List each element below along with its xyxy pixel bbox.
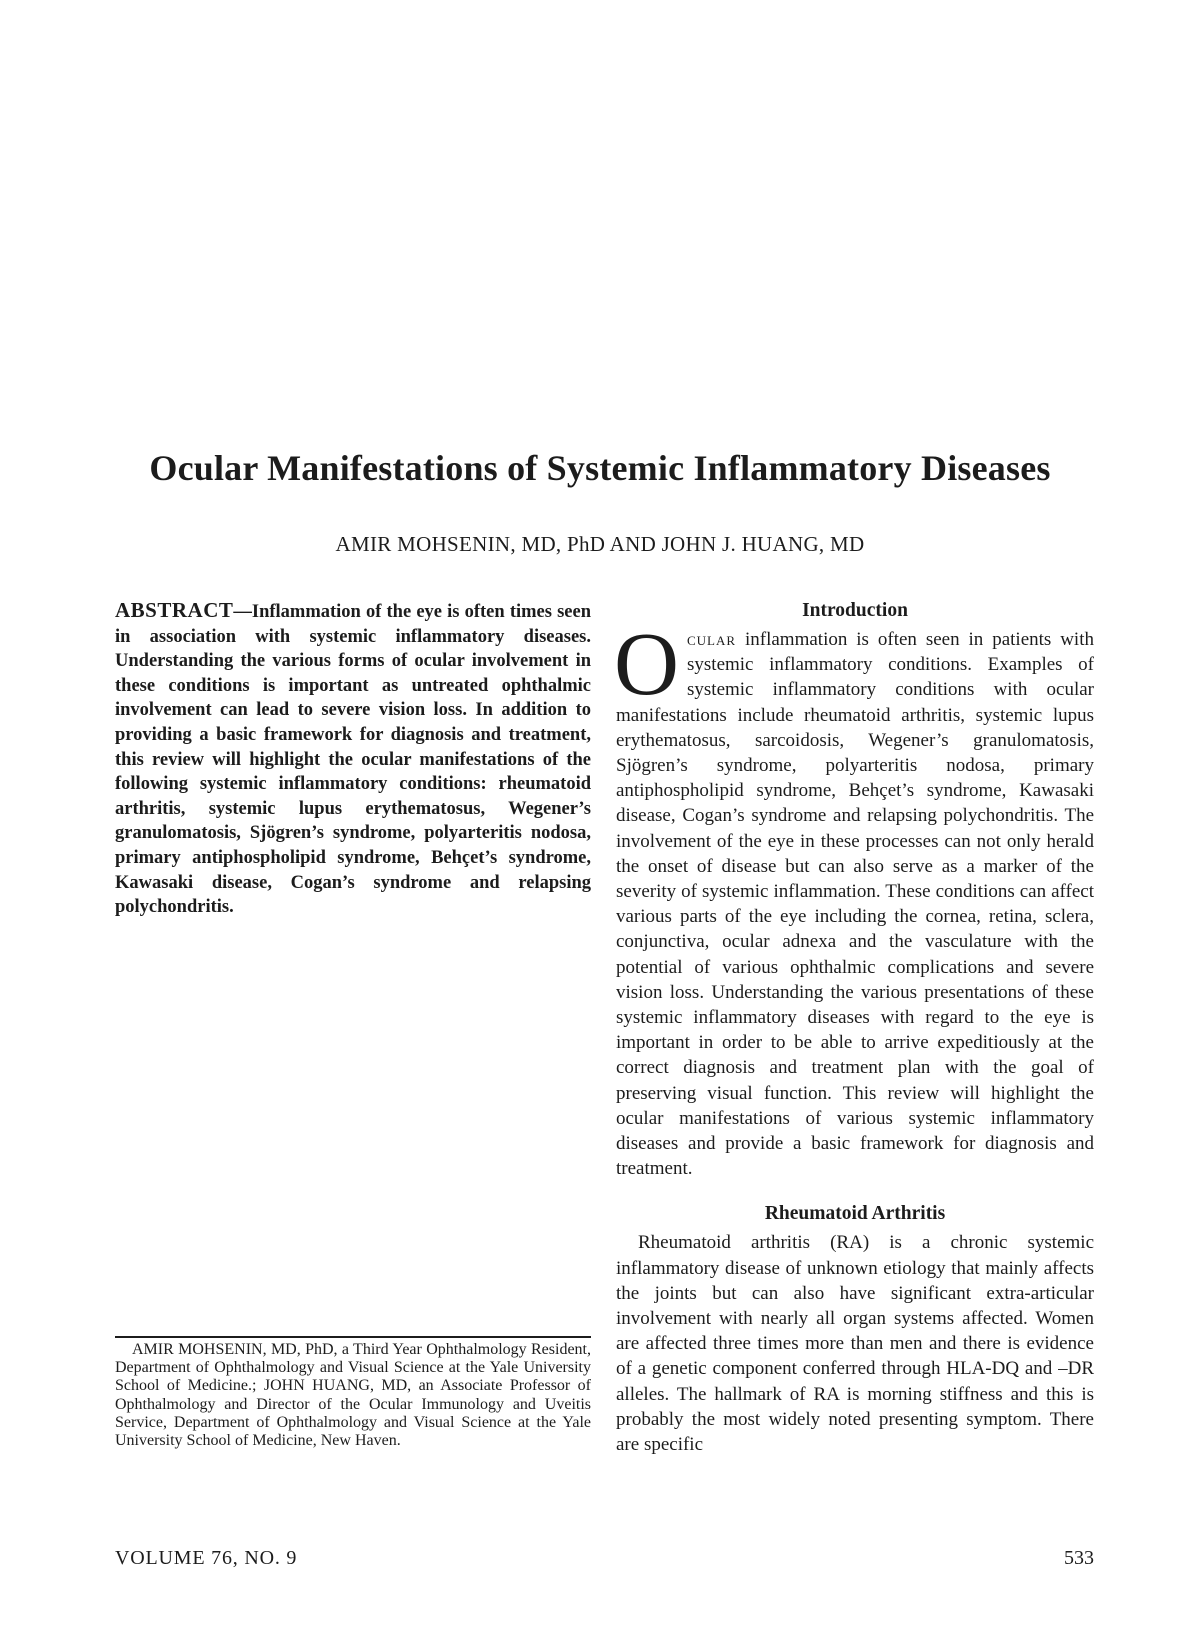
article-title: Ocular Manifestations of Systemic Inflammatory Diseases xyxy=(149,448,1051,488)
volume-footer: VOLUME 76, NO. 9 xyxy=(115,1547,298,1569)
right-column xyxy=(616,598,1094,1457)
footnote-divider xyxy=(115,1336,591,1338)
introduction-text: inflammation is often seen in patients with systemic inflammatory conditions. Examples of systemic inflammatory conditions with ocular manifestations include rheumatoid arthritis, systemic lupus erythematosus, sarcoidosis, Wegener’s granulomatosis, Sjögren’s syndrome, polyarteritis nodosa, primary antiphospholipid syndrome, Behçet’s syndrome, Kawasaki disease, Cogan’s syndrome and relapsing polychondritis. The involvement of the eye in these processes can not only herald the onset of disease but can also serve as a marker of the severity of systemic inflammation. These conditions can affect various parts of the eye including the cornea, retina, sclera, conjunctiva, ocular adnexa and the vasculature with the potential of various ophthalmic complications and severe vision loss. Understanding the various presentations of these systemic inflammatory diseases with regard to the eye is important in order to be able to arrive expeditiously at the correct diagnosis and treatment plan with the goal of preserving visual function. This review will highlight the ocular manifestations of various systemic inflammatory diseases and provide a basic framework for diagnosis and treatment. xyxy=(616,629,1094,1180)
abstract-label: ABSTRACT xyxy=(115,598,234,622)
author-line: AMIR MOHSENIN, MD, PhD AND JOHN J. HUANG, MD xyxy=(335,532,865,556)
drop-cap: O xyxy=(614,615,679,714)
introduction-heading: Introduction xyxy=(802,600,908,621)
introduction-paragraph xyxy=(614,615,1094,1181)
author-footnote: AMIR MOHSENIN, MD, PhD, a Third Year Ophthalmology Resident, Department of Ophthalmology and Visual Science at the Yale University School of Medicine.; JOHN HUANG, MD, an Associate Professor of Ophthalmology and Director of the Ocular Immunology and Uveitis Service, Department of Ophthalmology and Visual Science at the Yale University School of Medicine, New Haven. xyxy=(115,1341,591,1450)
rheumatoid-heading: Rheumatoid Arthritis xyxy=(764,1203,946,1225)
rheumatoid-paragraph: Rheumatoid arthritis (RA) is a chronic systemic inflammatory disease of unknown etiology that mainly affects the joints but can also have significant extra-articular involvement with nearly all organ systems affected. Women are affected three times more than men and there is evidence of a genetic component conferred through HLA-DQ and –DR alleles. The hallmark of RA is morning stiffness and this is probably the most widely noted presenting symptom. There are specific xyxy=(616,1232,1094,1456)
abstract-text: —Inflammation of the eye is often times seen in association with systemic inflammatory diseases. Understanding the various forms of ocular involvement in these conditions is important as untreated ophthalmic involvement can lead to severe vision loss. In addition to providing a basic framework for diagnosis and treatment, this review will highlight the ocular manifestations of the following systemic inflammatory conditions: rheumatoid arthritis, systemic lupus erythematosus, Wegener’s granulomatosis, Sjögren’s syndrome, polyarteritis nodosa, primary antiphospholipid syndrome, Behçet’s syndrome, Kawasaki disease, Cogan’s syndrome and relapsing polychondritis. xyxy=(115,602,591,918)
page-number: 533 xyxy=(1064,1547,1094,1569)
abstract xyxy=(115,598,591,920)
first-word-smallcaps: cular xyxy=(687,629,737,650)
